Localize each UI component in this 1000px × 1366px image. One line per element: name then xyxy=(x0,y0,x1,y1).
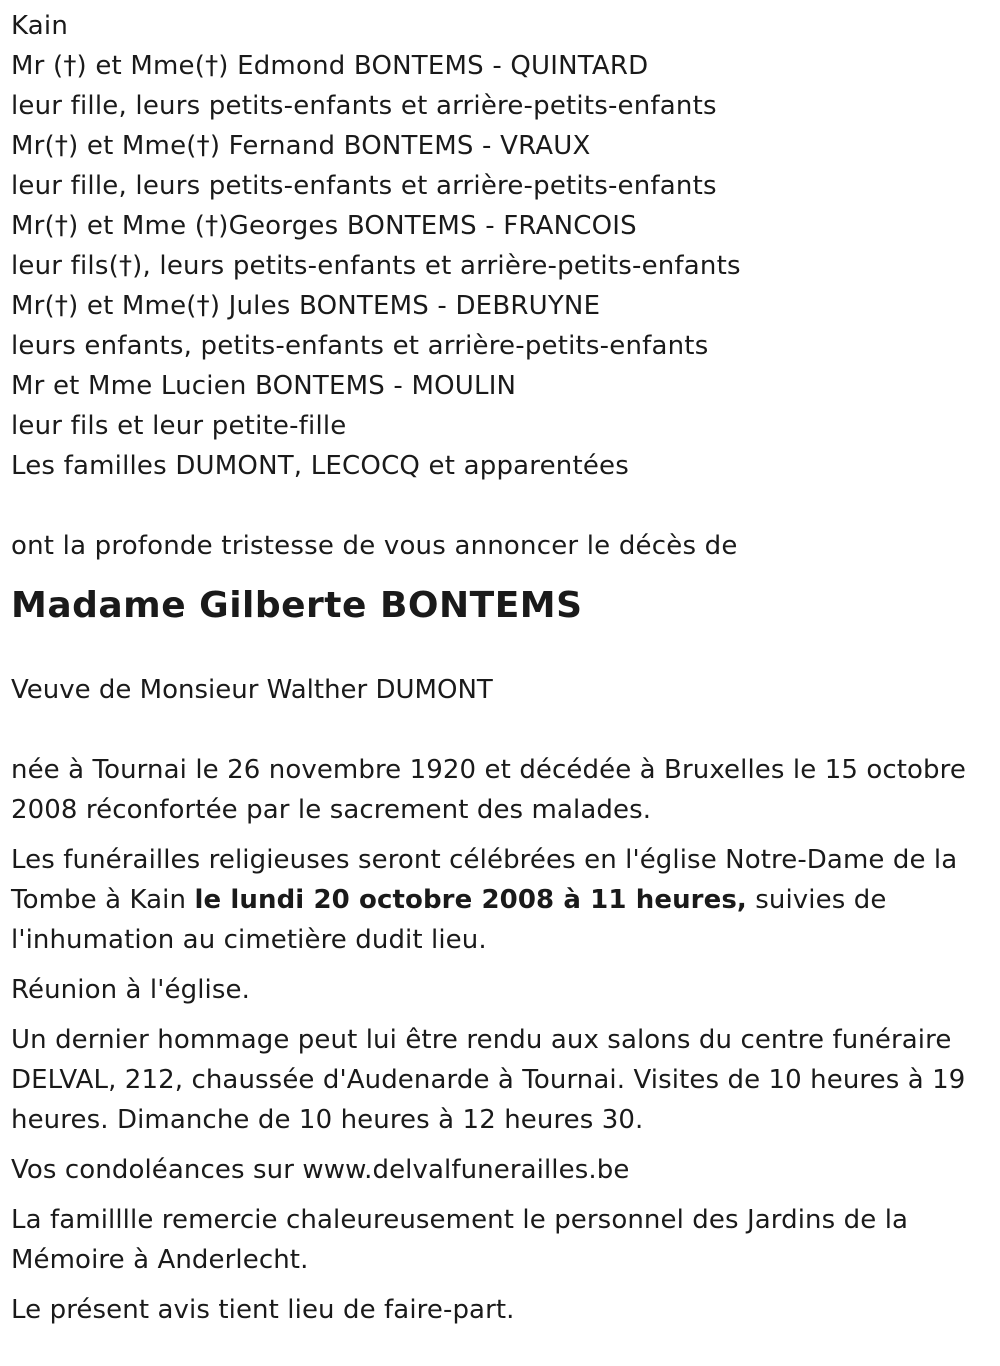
announcement-text: ont la profonde tristesse de vous annoncer le décès de xyxy=(11,531,738,561)
family-line: Mr(†) et Mme (†)Georges BONTEMS - FRANCOIS xyxy=(11,211,637,241)
family-line: leur fille, leurs petits-enfants et arrière-petits-enfants xyxy=(11,171,717,201)
funeral-date-time: le lundi 20 octobre 2008 à 11 heures, xyxy=(194,885,747,915)
funeral-paragraph xyxy=(11,840,986,960)
hommage-paragraph: Un dernier hommage peut lui être rendu aux salons du centre funéraire DELVAL, 212, chaussée d'Audenarde à Tournai. Visites de 10 heures à 19 heures. Dimanche de 10 heures à 12 heures 30. xyxy=(11,1025,966,1135)
birth-death-paragraph: née à Tournai le 26 novembre 1920 et décédée à Bruxelles le 15 octobre 2008 réconfortée par le sacrement des malades. xyxy=(11,755,966,825)
family-line: leur fils(†), leurs petits-enfants et arrière-petits-enfants xyxy=(11,251,741,281)
faire-part-paragraph: Le présent avis tient lieu de faire-part. xyxy=(11,1295,515,1325)
family-line: Mr et Mme Lucien BONTEMS - MOULIN xyxy=(11,371,517,401)
family-line: Les familles DUMONT, LECOCQ et apparentées xyxy=(11,451,630,481)
deceased-name: Madame Gilberte BONTEMS xyxy=(11,585,583,626)
condolences-paragraph: Vos condoléances sur www.delvalfunerailles.be xyxy=(11,1155,630,1185)
funeral-text-start: Les funérailles religieuses seront célébrées en l'église Notre-Dame de la Tombe à Kain xyxy=(11,845,958,915)
reunion-paragraph: Réunion à l'église. xyxy=(11,975,250,1005)
place-name: Kain xyxy=(11,11,69,41)
family-line: Mr (†) et Mme(†) Edmond BONTEMS - QUINTARD xyxy=(11,51,649,81)
deceased-relation: Veuve de Monsieur Walther DUMONT xyxy=(11,675,493,705)
family-line: leur fils et leur petite-fille xyxy=(11,411,347,441)
funeral-text-end: suivies de l'inhumation au cimetière dudit lieu. xyxy=(11,885,887,955)
family-line: Mr(†) et Mme(†) Fernand BONTEMS - VRAUX xyxy=(11,131,591,161)
spacer xyxy=(11,486,1000,526)
family-line: leur fille, leurs petits-enfants et arrière-petits-enfants xyxy=(11,91,717,121)
thanks-paragraph: La familllle remercie chaleureusement le personnel des Jardins de la Mémoire à Anderlecht. xyxy=(11,1205,909,1275)
family-line: leurs enfants, petits-enfants et arrière-petits-enfants xyxy=(11,331,709,361)
family-line: Mr(†) et Mme(†) Jules BONTEMS - DEBRUYNE xyxy=(11,291,601,321)
